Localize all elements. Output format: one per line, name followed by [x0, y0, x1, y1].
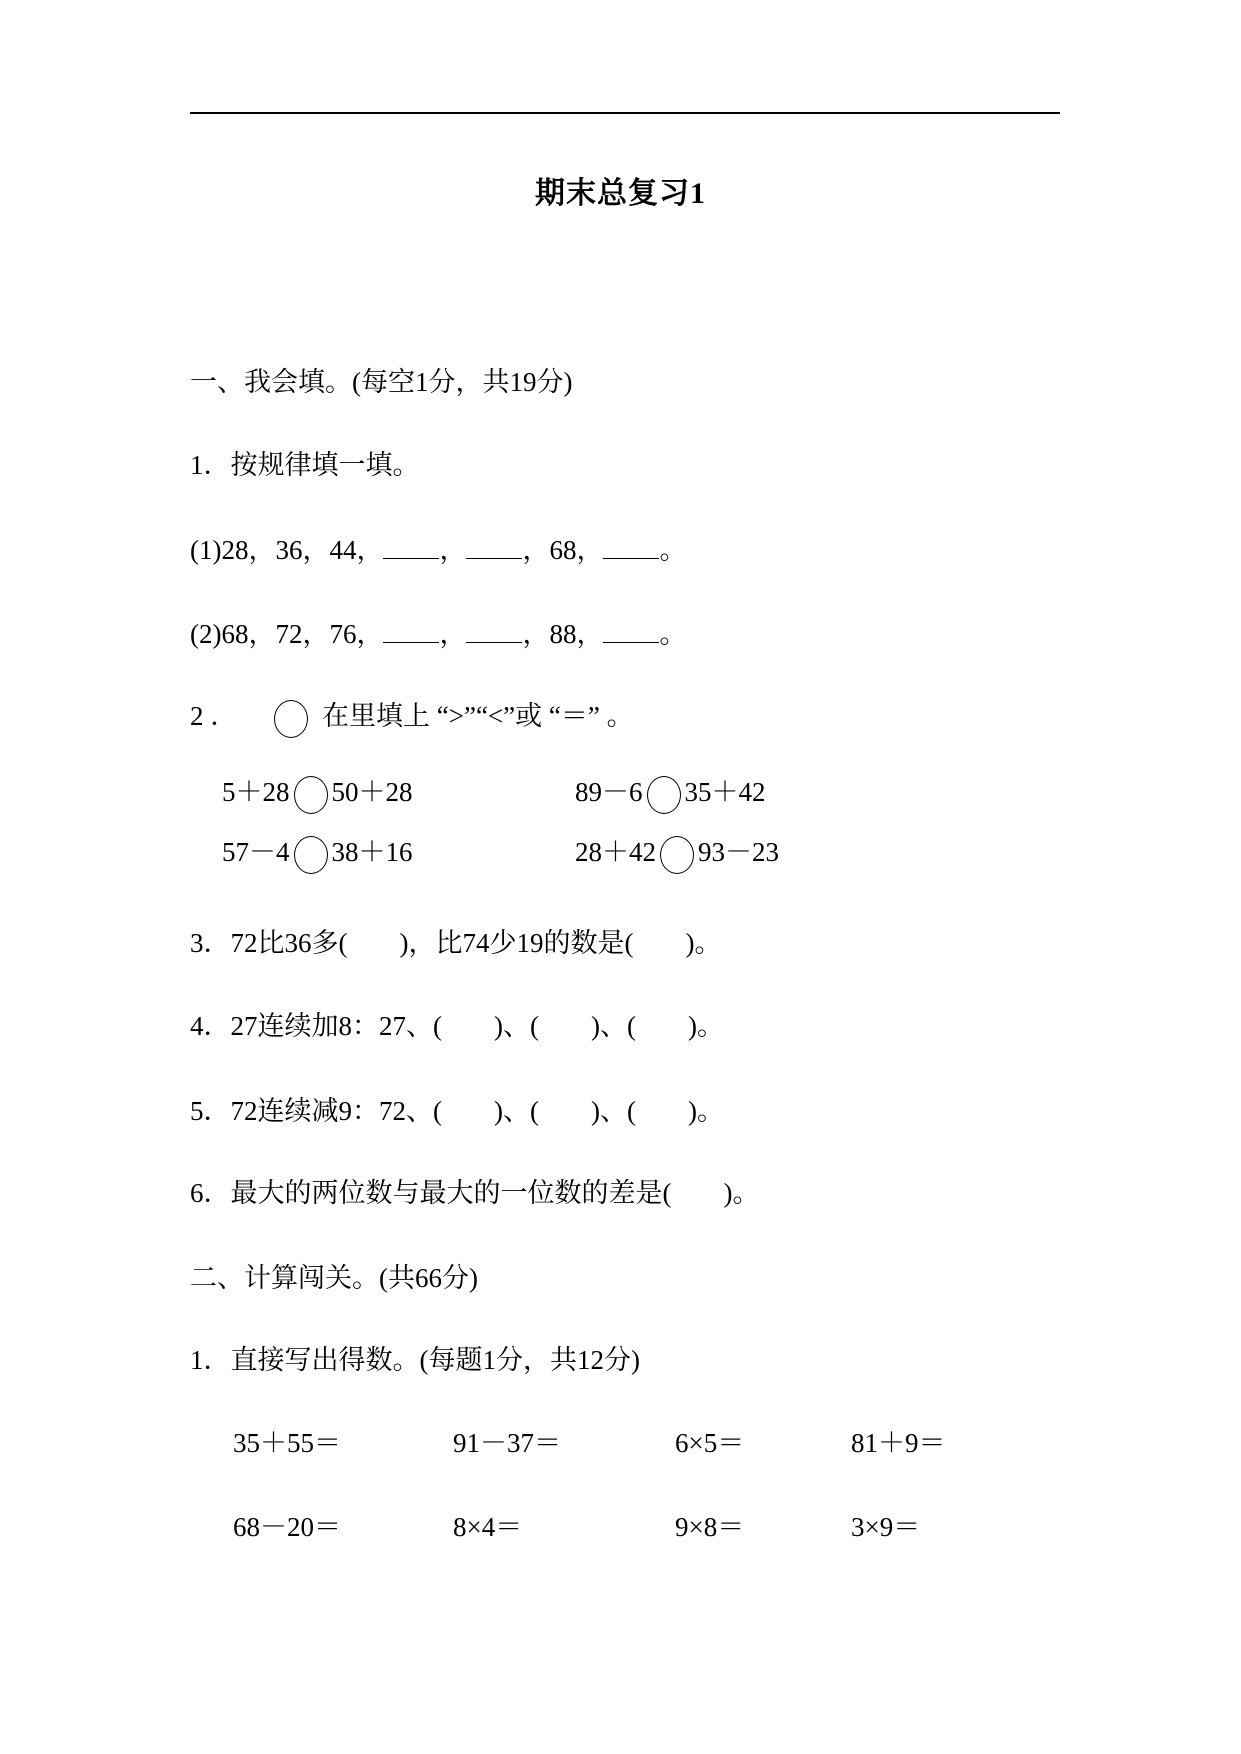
q1-label: 1．按规律填一填。: [190, 450, 420, 480]
text: )、(: [494, 1011, 539, 1041]
compare-circle[interactable]: [647, 776, 681, 814]
section2-heading: 二、计算闯关。(共66分): [190, 1263, 478, 1293]
section1-heading: 一、我会填。(每空1分，共19分): [190, 367, 573, 397]
expr-left: 89－6: [575, 777, 643, 807]
calc-item: 35＋55＝: [233, 1428, 341, 1458]
q3: [190, 926, 721, 960]
circle-icon: [274, 700, 308, 738]
expr-right: 50＋28: [331, 777, 413, 807]
text: )。: [687, 1011, 724, 1041]
text: )。: [723, 1178, 760, 1208]
expr-left: 5＋28: [222, 777, 290, 807]
text: ，: [439, 619, 467, 649]
q5: [190, 1094, 724, 1128]
expr-left: 28＋42: [575, 837, 656, 867]
answer-blank[interactable]: [383, 534, 439, 559]
text: 。: [659, 535, 687, 565]
q2-instruction: [190, 699, 634, 738]
text: 3．72比36多(: [190, 928, 348, 958]
calc-item: 68－20＝: [233, 1512, 341, 1542]
answer-blank[interactable]: [466, 534, 522, 559]
calc-item: 91－37＝: [453, 1428, 561, 1458]
calc-item: 3×9＝: [851, 1512, 921, 1542]
compare-item: [222, 775, 413, 814]
text: ，: [439, 535, 467, 565]
text: 。: [659, 619, 687, 649]
text: )，比74少19的数是(: [399, 928, 634, 958]
compare-circle[interactable]: [294, 836, 328, 874]
text: )、(: [590, 1096, 636, 1126]
compare-item: [575, 775, 766, 814]
q2-text: 在里填上 “>”“<”或 “＝” 。: [322, 701, 634, 731]
answer-blank[interactable]: [603, 618, 659, 643]
text: )。: [685, 928, 722, 958]
expr-right: 93－23: [698, 837, 779, 867]
calc-item: 9×8＝: [675, 1512, 745, 1542]
answer-blank[interactable]: [466, 618, 522, 643]
text: )。: [687, 1096, 724, 1126]
page-title: 期末总复习1: [535, 177, 706, 210]
compare-item: [575, 835, 779, 874]
header-rule: [190, 112, 1060, 114]
calc-item: 81＋9＝: [851, 1428, 946, 1458]
text: )、(: [494, 1096, 539, 1126]
q4: [190, 1009, 724, 1043]
q2-number: 2 ．: [190, 701, 238, 731]
q1-part1: [190, 533, 686, 567]
calc-item: 8×4＝: [453, 1512, 523, 1542]
q1-part2: [190, 617, 686, 651]
expr-right: 38＋16: [331, 837, 413, 867]
text: 4．27连续加8：27、(: [190, 1011, 442, 1041]
answer-blank[interactable]: [603, 534, 659, 559]
q6: [190, 1176, 760, 1210]
answer-blank[interactable]: [383, 618, 439, 643]
text: ，68，: [522, 535, 604, 565]
expr-right: 35＋42: [684, 777, 766, 807]
text: )、(: [590, 1011, 636, 1041]
text: ，88，: [522, 619, 604, 649]
text: (2)68，72，76，: [190, 619, 384, 649]
compare-circle[interactable]: [294, 776, 328, 814]
text: (1)28，36，44，: [190, 535, 384, 565]
expr-left: 57－4: [222, 837, 290, 867]
section2-q1-label: 1．直接写出得数。(每题1分，共12分): [190, 1345, 640, 1375]
compare-circle[interactable]: [660, 836, 694, 874]
text: 5．72连续减9：72、(: [190, 1096, 442, 1126]
compare-item: [222, 835, 413, 874]
text: 6．最大的两位数与最大的一位数的差是(: [190, 1178, 672, 1208]
calc-item: 6×5＝: [675, 1428, 745, 1458]
